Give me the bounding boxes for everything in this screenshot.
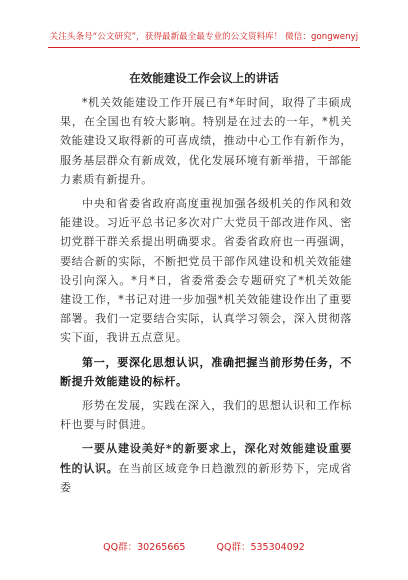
header-divider (48, 47, 360, 48)
header-note: 关注头条号“公文研究”，获得最新最全最专业的公文资料库！ 微信：gongwenyj (49, 32, 359, 42)
body-paragraph: 形势在发展，实践在深入，我们的思想认识和工作标杆也要与时俱进。 (60, 399, 352, 432)
footer-qq-group-2: QQ群：535304092 (216, 542, 305, 553)
subheading-text: 在当前区域竞争日趋激烈的新形势下，完成省委 (60, 461, 353, 494)
subheading-paragraph (60, 439, 352, 497)
document-title: 在效能建设工作会议上的讲话 (129, 71, 279, 85)
subheading-bold: 一要从建设美好*的新要求上，深化对效能建设重要性的认识。 (60, 442, 352, 475)
body-paragraph: *机关效能建设工作开展已有*年时间，取得了丰硕成果，在全国也有较大影响。特别是在过去的一年，*机关效能建设又取得新的可喜成绩，推动中心工作有新作为，服务基层群众有新成效，优化发展环境有新举措，干部能力素质有新提升。 (60, 96, 352, 186)
document-body (60, 93, 352, 502)
body-paragraph: 中央和省委省政府高度重视加强各级机关的作风和效能建设。习近平总书记多次对广大党员干部改进作风、密切党群干群关系提出明确要求。省委省政府也一再强调，要结合新的实际，不断把党员干部作风建设和机关效能建设引向深入。*月*日，省委常委会专题研究了*机关效能建设工作，*书记对进一步加强*机关效能建设作出了重要部署。我们一定要结合实际，认真学习领会，深入贯彻落实下面，我讲五点意见。 (60, 197, 352, 345)
section-heading: 第一，要深化思想认识，准确把握当前形势任务，不断提升效能建设的标杆。 (60, 355, 352, 388)
footer (0, 539, 408, 553)
footer-qq-group-1: QQ群：30265665 (103, 542, 186, 553)
